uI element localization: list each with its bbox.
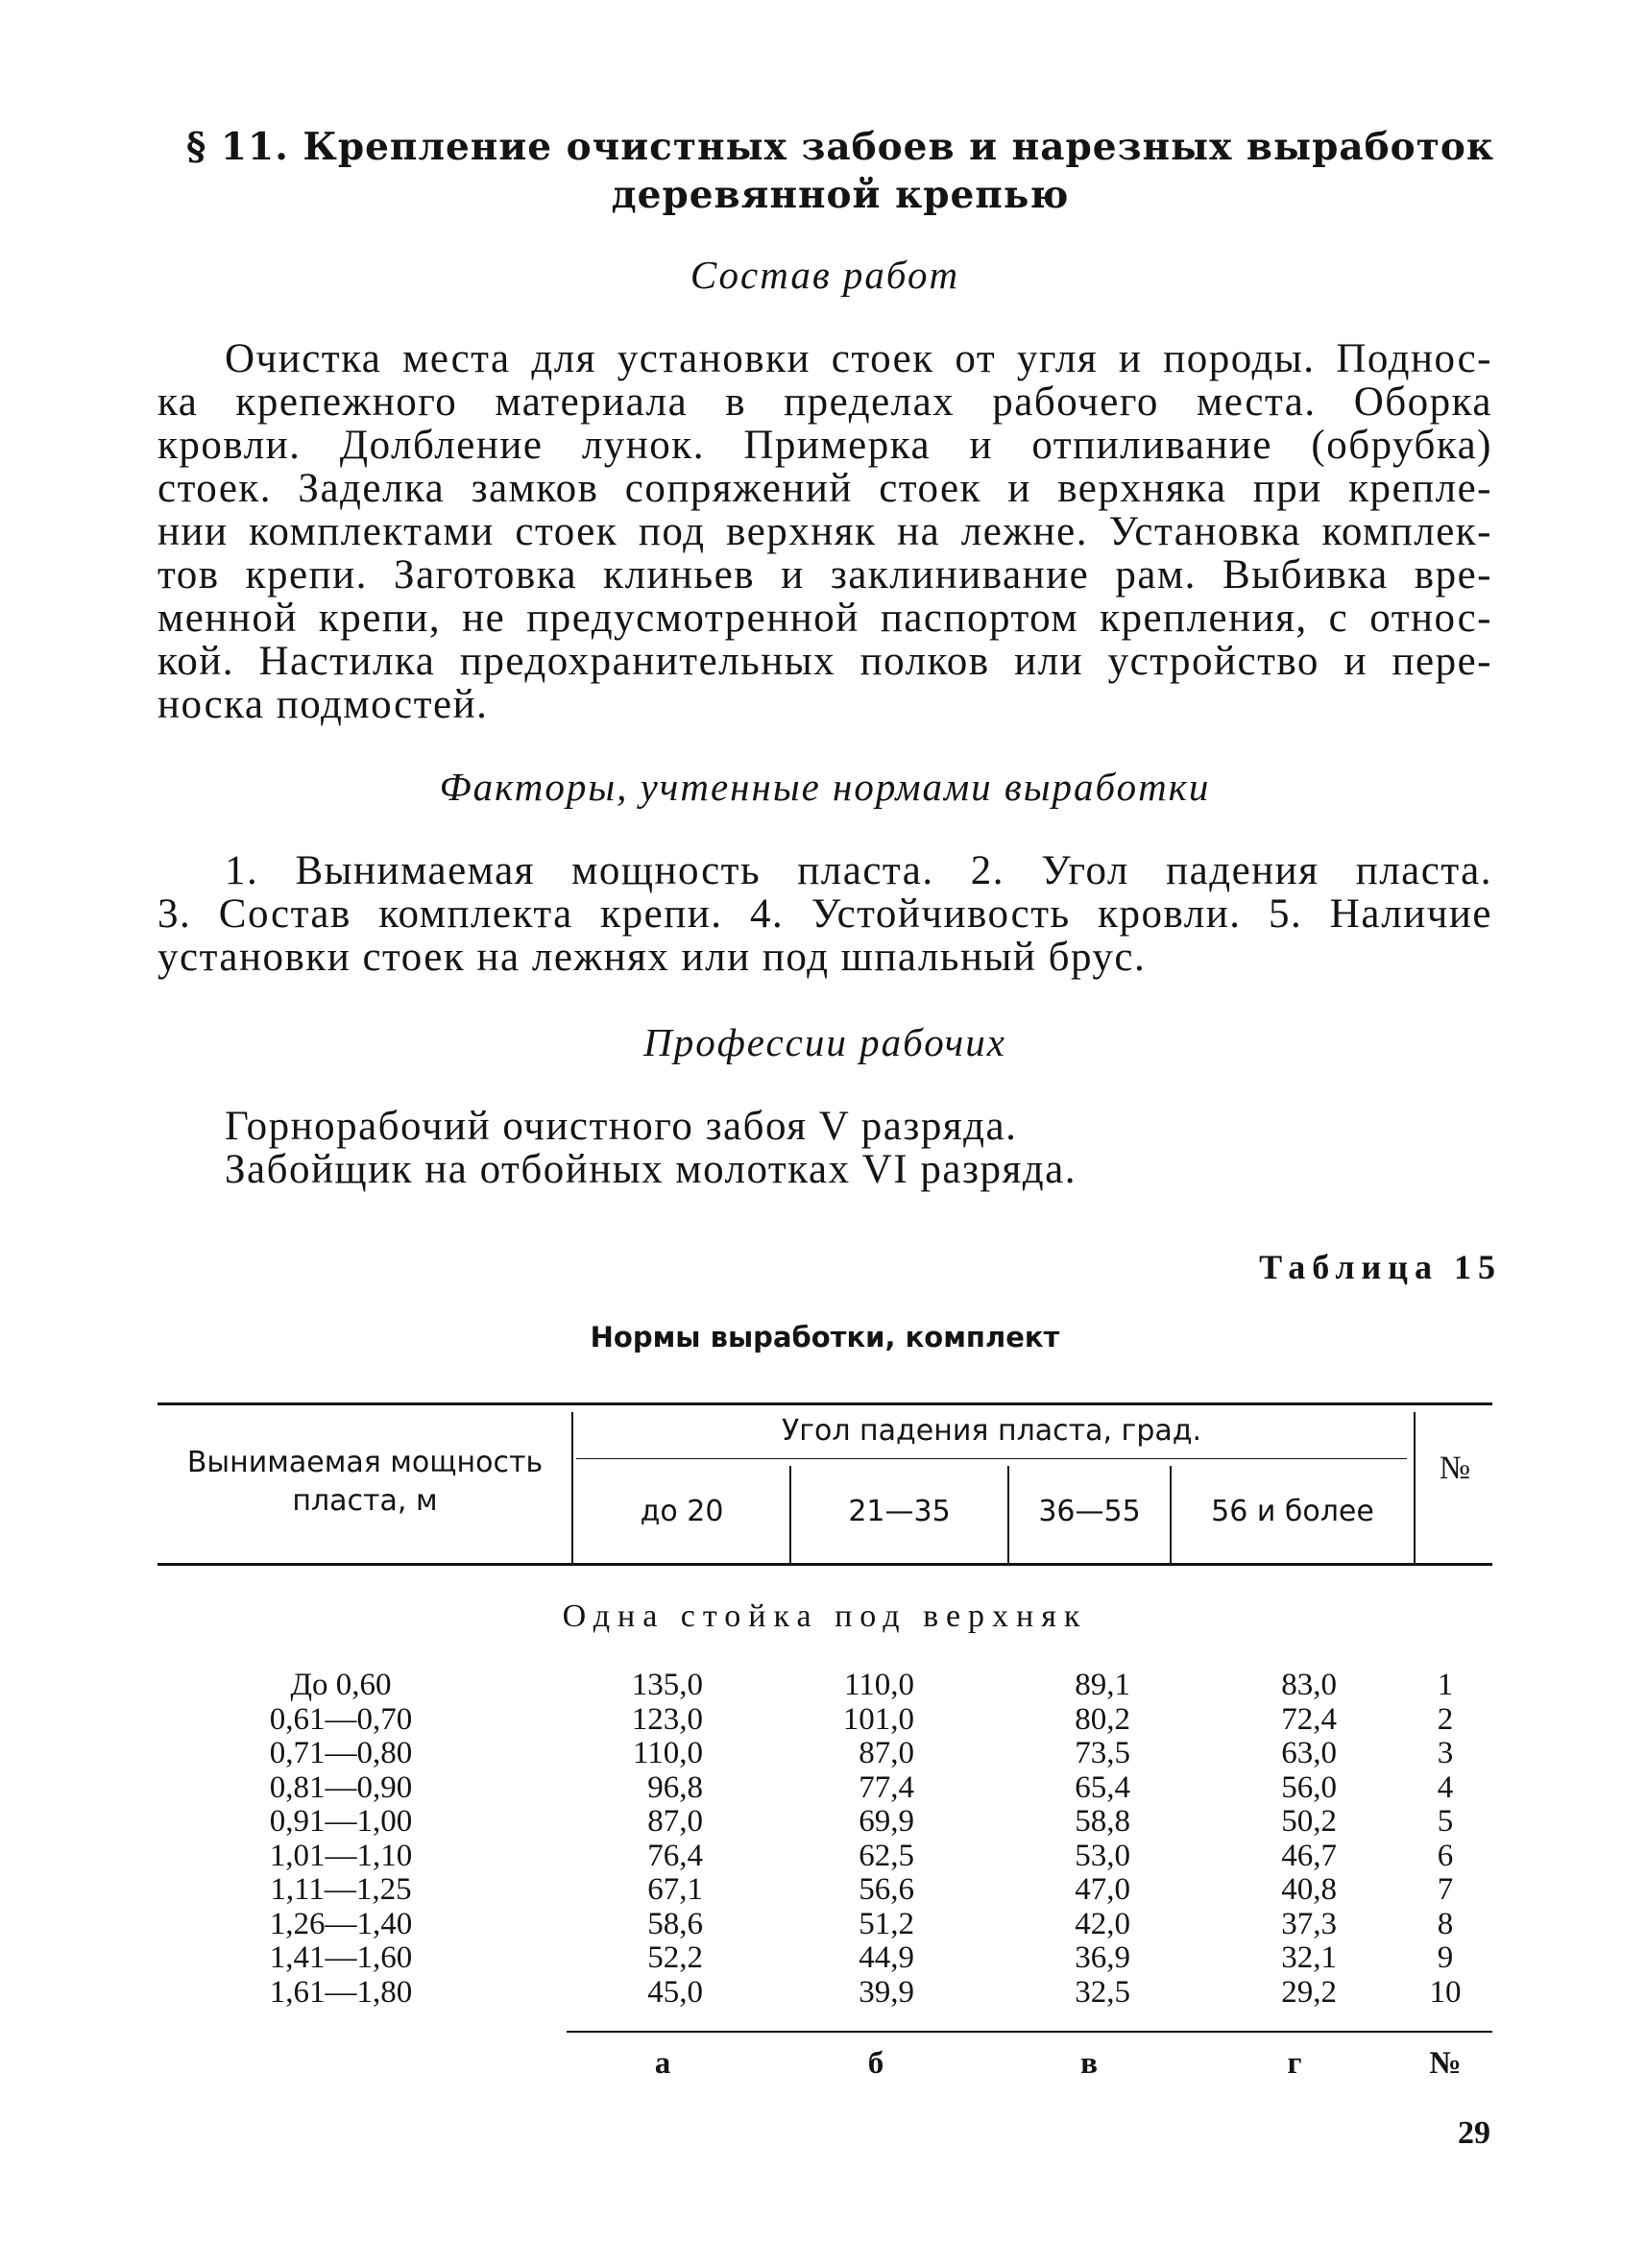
table-row xyxy=(0,1703,1646,1738)
cell-col-g: 29,2 xyxy=(1281,1974,1337,2010)
header-no: № xyxy=(1439,1451,1471,1486)
cell-col-b: 101,0 xyxy=(842,1701,914,1737)
cell-col-a: 45,0 xyxy=(647,1974,703,2010)
paragraph-line: стоек. Заделка замков сопряжений стоек и верхняка при крепле- xyxy=(157,466,1492,511)
paragraph-line: установки стоек на лежнях или под шпальный брус. xyxy=(157,935,1147,980)
cell-row-no: 10 xyxy=(1429,1974,1462,2010)
cell-col-a: 76,4 xyxy=(647,1838,703,1873)
header-angle-sub-1: до 20 xyxy=(640,1495,724,1528)
factors-heading: Факторы, учтенные нормами выработки xyxy=(439,765,1211,809)
footer-col-g: г xyxy=(1287,2046,1302,2081)
paragraph-line: 1. Вынимаемая мощность пласта. 2. Угол падения пласта. xyxy=(225,848,1492,893)
cell-col-a: 135,0 xyxy=(631,1668,703,1702)
cell-col-v: 47,0 xyxy=(1075,1872,1130,1907)
cell-row-no: 9 xyxy=(1437,1940,1454,1975)
table-row xyxy=(0,1669,1646,1703)
cell-col-v: 32,5 xyxy=(1075,1974,1130,2010)
cell-col-b: 77,4 xyxy=(859,1769,914,1805)
table-body xyxy=(0,1669,1646,2010)
cell-col-g: 63,0 xyxy=(1281,1736,1337,1770)
table-number: Таблица 15 xyxy=(1259,1248,1502,1286)
cell-col-v: 65,4 xyxy=(1075,1769,1130,1805)
cell-col-g: 50,2 xyxy=(1281,1804,1337,1839)
cell-thickness: До 0,60 xyxy=(290,1668,392,1702)
cell-col-a: 96,8 xyxy=(647,1769,703,1805)
cell-col-g: 56,0 xyxy=(1281,1769,1337,1805)
cell-col-a: 67,1 xyxy=(647,1872,703,1907)
header-divider-sub3 xyxy=(1170,1466,1172,1563)
paragraph-line: ка крепежного материала в пределах рабочего места. Оборка xyxy=(157,379,1492,425)
cell-thickness: 1,41—1,60 xyxy=(269,1940,413,1975)
paragraph-line: 3. Состав комплекта крепи. 4. Устойчивость кровли. 5. Наличие xyxy=(157,891,1492,937)
cell-row-no: 3 xyxy=(1437,1736,1454,1770)
table-row xyxy=(0,1737,1646,1771)
table-row xyxy=(0,1873,1646,1908)
professions-heading: Профессии рабочих xyxy=(643,1020,1006,1064)
table-title: Нормы выработки, комплект xyxy=(590,1321,1060,1353)
paragraph-line: носка подмостей. xyxy=(157,682,489,727)
cell-col-v: 80,2 xyxy=(1075,1701,1130,1737)
paragraph-line: тов крепи. Заготовка клиньев и заклинивание рам. Выбивка вре- xyxy=(157,552,1492,597)
cell-thickness: 0,81—0,90 xyxy=(269,1769,413,1805)
cell-col-g: 46,7 xyxy=(1281,1838,1337,1873)
cell-col-b: 56,6 xyxy=(859,1872,914,1907)
header-divider-no xyxy=(1414,1412,1416,1563)
cell-row-no: 8 xyxy=(1437,1906,1454,1941)
cell-col-v: 42,0 xyxy=(1075,1906,1130,1941)
cell-row-no: 6 xyxy=(1437,1838,1454,1873)
cell-col-v: 36,9 xyxy=(1075,1940,1130,1975)
cell-col-a: 87,0 xyxy=(647,1804,703,1839)
cell-row-no: 2 xyxy=(1437,1701,1454,1737)
professions-paragraph xyxy=(157,1105,1492,1191)
cell-col-b: 87,0 xyxy=(859,1736,914,1770)
table-row xyxy=(0,1976,1646,2011)
table-row xyxy=(0,1908,1646,1942)
composition-paragraph xyxy=(157,337,1492,726)
cell-thickness: 1,26—1,40 xyxy=(269,1906,413,1941)
header-divider-angle xyxy=(576,1458,1407,1459)
cell-row-no: 5 xyxy=(1437,1804,1454,1839)
table-row xyxy=(0,1771,1646,1806)
header-angle-sub-2: 21—35 xyxy=(848,1495,951,1528)
cell-col-a: 110,0 xyxy=(632,1736,703,1770)
header-angle-sub-4: 56 и более xyxy=(1211,1495,1374,1528)
cell-col-b: 69,9 xyxy=(859,1804,914,1839)
table-bottom-rule xyxy=(567,2031,1492,2033)
table-row xyxy=(0,1805,1646,1840)
cell-col-b: 51,2 xyxy=(859,1906,914,1941)
table-row xyxy=(0,1941,1646,1976)
cell-col-g: 72,4 xyxy=(1281,1701,1337,1737)
cell-row-no: 7 xyxy=(1437,1872,1454,1907)
cell-thickness: 1,11—1,25 xyxy=(270,1872,412,1907)
section-title-line-1: § 11. Крепление очистных забоев и нарезных выработок xyxy=(185,125,1495,169)
cell-col-v: 53,0 xyxy=(1075,1838,1130,1873)
cell-col-a: 123,0 xyxy=(631,1701,703,1737)
table-header-bottom-rule xyxy=(157,1563,1492,1566)
footer-col-a: а xyxy=(654,2046,671,2081)
paragraph-line: кровли. Долбление лунок. Примерка и отпиливание (обрубка) xyxy=(157,423,1492,468)
footer-col-b: б xyxy=(867,2046,884,2081)
header-divider-thickness xyxy=(571,1412,573,1563)
cell-col-b: 110,0 xyxy=(843,1668,914,1702)
cell-col-v: 73,5 xyxy=(1075,1736,1130,1770)
composition-heading: Состав работ xyxy=(690,253,960,297)
header-angle: Угол падения пласта, град. xyxy=(781,1414,1202,1448)
factors-paragraph xyxy=(157,849,1492,979)
cell-col-b: 39,9 xyxy=(859,1974,914,2010)
header-divider-sub2 xyxy=(1007,1466,1009,1563)
cell-col-g: 32,1 xyxy=(1281,1940,1337,1975)
cell-thickness: 0,71—0,80 xyxy=(269,1736,413,1770)
cell-col-v: 89,1 xyxy=(1075,1668,1130,1702)
cell-col-b: 62,5 xyxy=(859,1838,914,1873)
cell-col-a: 58,6 xyxy=(647,1906,703,1941)
section-title-line-2: деревянной крепью xyxy=(611,173,1070,217)
cell-col-a: 52,2 xyxy=(647,1940,703,1975)
cell-thickness: 1,01—1,10 xyxy=(269,1838,413,1873)
cell-row-no: 1 xyxy=(1437,1668,1454,1702)
cell-col-b: 44,9 xyxy=(859,1940,914,1975)
cell-col-g: 40,8 xyxy=(1281,1872,1337,1907)
paragraph-line: Очистка места для установки стоек от угля и породы. Поднос- xyxy=(225,336,1492,381)
footer-col-v: в xyxy=(1080,2046,1098,2081)
paragraph-line: менной крепи, не предусмотренной паспортом крепления, с относ- xyxy=(157,596,1492,641)
cell-thickness: 1,61—1,80 xyxy=(269,1974,413,2010)
cell-row-no: 4 xyxy=(1437,1769,1454,1805)
paragraph-line: Горнорабочий очистного забоя V разряда. xyxy=(225,1104,1018,1149)
header-divider-sub1 xyxy=(789,1466,791,1563)
table-section-label: Одна стойка под верхняк xyxy=(562,1598,1088,1634)
cell-col-v: 58,8 xyxy=(1075,1804,1130,1839)
table-row xyxy=(0,1840,1646,1874)
paragraph-line: нии комплектами стоек под верхняк на лежне. Установка комплек- xyxy=(157,509,1492,554)
header-thickness: Вынимаемая мощность пласта, м xyxy=(186,1446,544,1518)
cell-thickness: 0,61—0,70 xyxy=(269,1701,413,1737)
cell-thickness: 0,91—1,00 xyxy=(269,1804,413,1839)
table-top-rule xyxy=(157,1402,1492,1405)
section-title xyxy=(182,123,1498,219)
cell-col-g: 83,0 xyxy=(1281,1668,1337,1702)
header-angle-sub-3: 36—55 xyxy=(1038,1495,1141,1528)
paragraph-line: кой. Настилка предохранительных полков или устройство и пере- xyxy=(157,639,1492,684)
paragraph-line: Забойщик на отбойных молотках VI разряда. xyxy=(225,1147,1077,1192)
page-number: 29 xyxy=(1458,2115,1490,2151)
footer-col-no: № xyxy=(1429,2046,1462,2081)
cell-col-g: 37,3 xyxy=(1281,1906,1337,1941)
